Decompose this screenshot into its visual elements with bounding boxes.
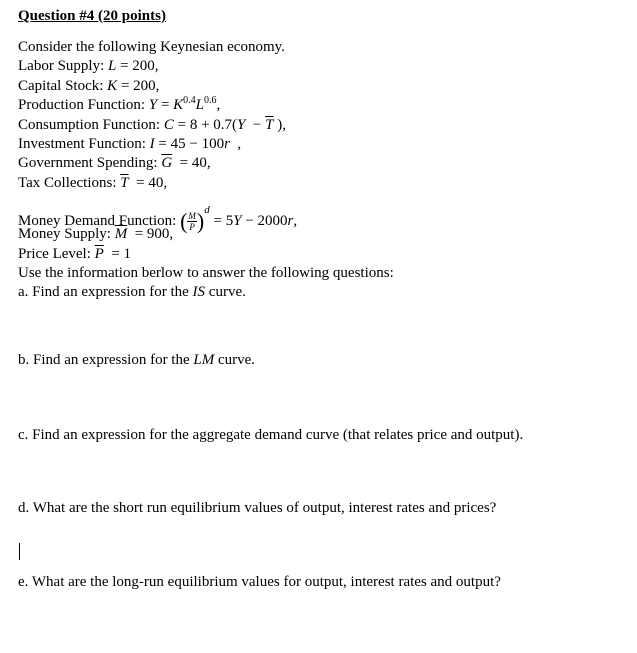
production-eq: =	[157, 97, 174, 114]
government-g-bar: $\overline{G}$	[161, 155, 173, 172]
consumption-tail: ),	[273, 116, 286, 133]
labor-value: = 200,	[116, 58, 159, 75]
instruction-text: Use the information berlow to answer the following questions:	[18, 264, 394, 281]
money-demand-line	[18, 195, 628, 234]
investment-tail: ,	[229, 135, 242, 152]
price-level-p-bar: $\overline{P}$	[94, 245, 104, 262]
labor-supply-line	[18, 57, 628, 76]
price-level-label: Price Level:	[18, 245, 95, 262]
fraction-denominator: P	[189, 222, 195, 233]
money-demand-minus: − 2000	[241, 213, 288, 230]
tax-collections-line	[18, 174, 628, 193]
question-c: c. Find an expression for the aggregate demand curve (that relates price and output).	[18, 427, 524, 443]
consumption-label: Consumption Function:	[18, 116, 164, 133]
consumption-minus: −	[245, 116, 266, 133]
money-demand-r: r	[287, 213, 294, 230]
money-supply-value: = 900,	[127, 226, 174, 243]
production-y: Y	[148, 97, 158, 114]
capital-stock-label: Capital Stock:	[18, 77, 108, 94]
price-level-line	[18, 245, 628, 264]
money-demand-label: Money Demand Function:	[18, 213, 181, 230]
consumption-function-line	[18, 116, 628, 135]
question-title: Question #4 (20 points)	[18, 8, 166, 24]
consumption-c: C	[163, 116, 174, 133]
right-paren: )	[196, 208, 205, 234]
consumption-t-bar: $\overline{T}$	[265, 116, 274, 133]
capital-value: = 200,	[117, 77, 160, 94]
labor-var: L	[108, 58, 117, 75]
question-b	[18, 351, 255, 370]
question-a-is: IS	[192, 284, 206, 301]
production-label: Production Function:	[18, 97, 149, 114]
investment-i: I	[149, 135, 155, 152]
production-l: L	[195, 97, 205, 114]
money-supply-label: Money Supply:	[18, 226, 115, 243]
capital-var: K	[107, 77, 118, 94]
tax-label: Tax Collections:	[18, 174, 121, 191]
intro-text: Consider the following Keynesian economy.	[18, 39, 285, 55]
government-label: Government Spending:	[18, 155, 162, 172]
text-cursor[interactable]	[19, 543, 20, 560]
question-a	[18, 283, 628, 302]
left-paren: (	[180, 208, 188, 234]
government-value: = 40,	[172, 155, 211, 172]
price-level-value: = 1	[103, 245, 132, 262]
question-d: d. What are the short run equilibrium values of output, interest rates and prices?	[18, 500, 497, 516]
money-supply-line	[18, 225, 628, 244]
money-demand-tail: ,	[293, 213, 298, 230]
money-demand-eq: = 5	[209, 213, 234, 230]
question-b-tail: curve.	[214, 352, 256, 368]
money-supply-m-bar: $\overline{M}$	[114, 226, 128, 243]
question-e: e. What are the long-run equilibrium values for output, interest rates and output?	[18, 574, 501, 590]
m-over-p-fraction	[187, 211, 197, 232]
production-tail: ,	[216, 97, 221, 114]
investment-function-line	[18, 135, 628, 154]
fraction-numerator: M	[188, 211, 196, 222]
consumption-eq: = 8 + 0.7(	[173, 116, 238, 133]
consumption-y: Y	[237, 116, 246, 133]
production-function-line	[18, 96, 628, 115]
labor-supply-label: Labor Supply:	[18, 58, 108, 75]
production-k-exp: 0.4	[183, 95, 196, 107]
demand-superscript: d	[204, 204, 210, 217]
tax-value: = 40,	[128, 174, 168, 191]
question-a-tail: curve.	[205, 284, 246, 301]
question-document	[18, 6, 628, 590]
tax-t-bar: $\overline{T}$	[120, 174, 129, 191]
investment-r: r	[224, 135, 230, 152]
government-spending-line	[18, 154, 628, 173]
production-l-exp: 0.6	[204, 95, 217, 107]
capital-stock-line	[18, 77, 628, 96]
investment-label: Investment Function:	[18, 135, 150, 152]
question-b-lm: LM	[193, 352, 215, 368]
money-demand-y: Y	[233, 213, 242, 230]
production-k: K	[173, 97, 184, 114]
investment-eq: = 45 − 100	[154, 135, 225, 152]
question-b-text: b. Find an expression for the	[18, 352, 194, 368]
question-a-text: a. Find an expression for the	[18, 284, 193, 301]
